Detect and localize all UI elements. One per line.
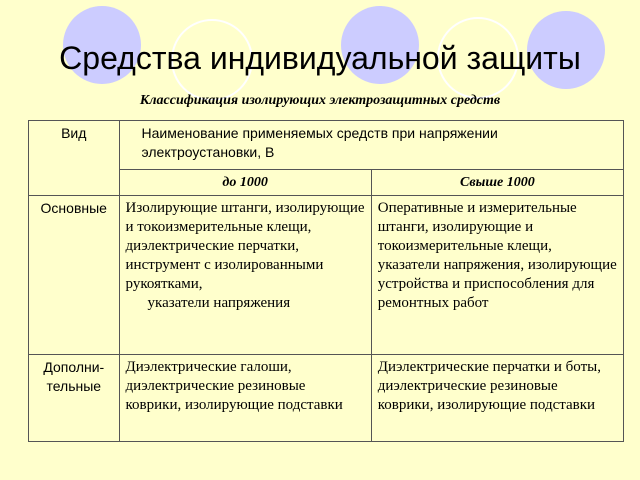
row-low-text: Изолирующие штанги, изолирующие и токоизмерительные клещи, диэлектрические перчатки, инструмент с изолированными рукоятками, [125,200,365,292]
row-kind-cell: Основные [29,196,120,355]
row-kind-cell: Дополни-тельные [29,355,120,442]
slide-title: Средства индивидуальной защиты [59,40,581,76]
row-low-text-tail: указатели напряжения [147,295,291,311]
header-low-voltage: до 1000 [119,170,371,196]
row-high-cell: Оперативные и измерительные штанги, изолирующие и токоизмерительные клещи, указатели напряжения, изолирующие устройства и приспособления для ремонтных работ [371,196,623,355]
header-name-cell: Наименование применяемых средств при напряжении электроустановки, В [119,121,623,170]
row-low-cell [119,196,371,355]
header-high-voltage: Свыше 1000 [371,170,623,196]
row-high-cell: Диэлектрические перчатки и боты, диэлектрические резиновые коврики, изолирующие подставки [371,355,623,442]
row-low-cell: Диэлектрические галоши, диэлектрические резиновые коврики, изолирующие подставки [119,355,371,442]
table-row [29,355,624,442]
classification-table [28,120,624,442]
header-kind-cell: Вид [29,121,120,196]
table-header-row [29,121,624,170]
slide-subtitle: Классификация изолирующих электрозащитных средств [139,93,501,108]
table-row [29,196,624,355]
